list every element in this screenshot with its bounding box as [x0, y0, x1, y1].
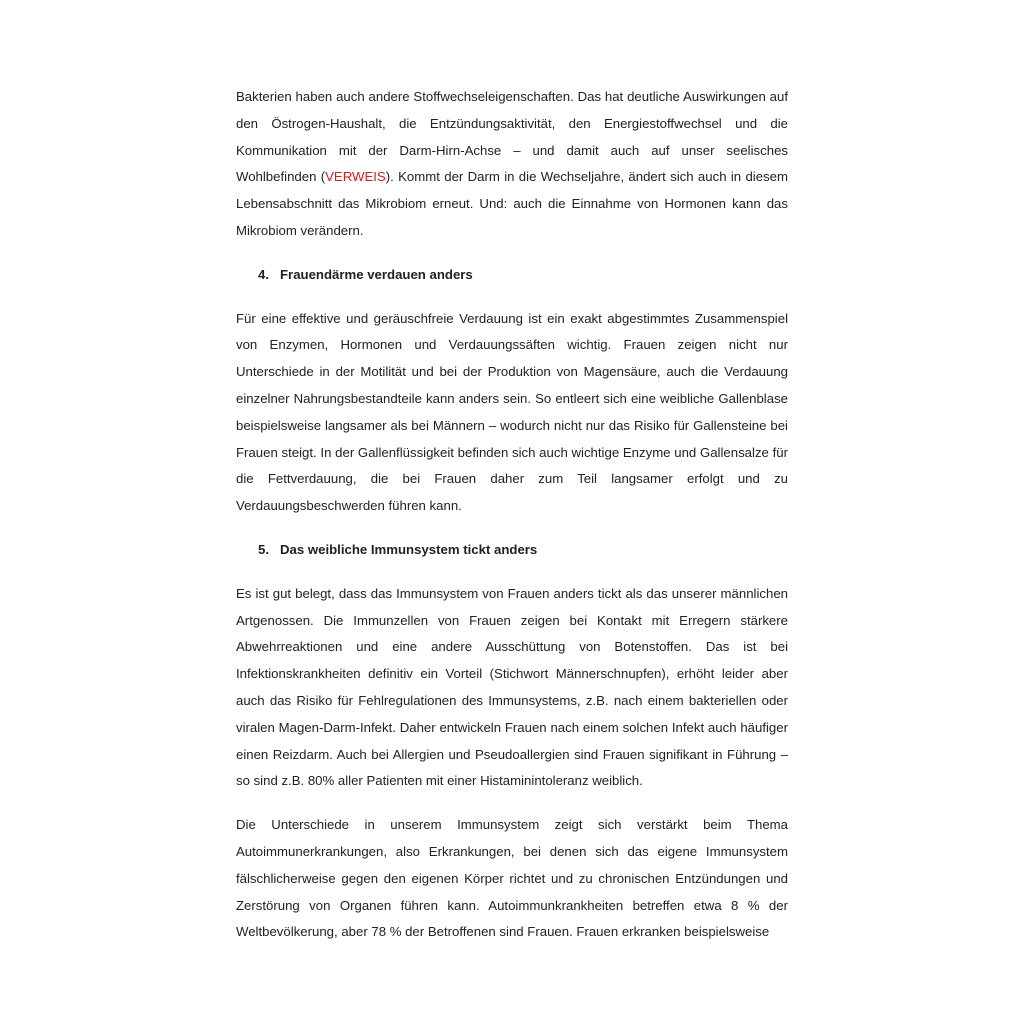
- section-heading-5: [258, 537, 788, 564]
- verweis-link[interactable]: VERWEIS: [325, 169, 386, 185]
- paragraph-digestion: Für eine effektive und geräuschfreie Verdauung ist ein exakt abgestimmtes Zusammenspiel von Enzymen, Hormonen und Verdauungssäften wichtig. Frauen zeigen nicht nur Unterschiede in der Motilität und bei der Produktion von Magensäure, auch die Verdauung einzelner Nahrungsbestandteile kann anders sein. So entleert sich eine weibliche Gallenblase beispielsweise langsamer als bei Männern – wodurch nicht nur das Risiko für Gallensteine bei Frauen steigt. In der Gallenflüssigkeit befinden sich auch wichtige Enzyme und Gallensalze für die Fettverdauung, die bei Frauen daher zum Teil langsamer erfolgt und zu Verdauungsbeschwerden führen kann.: [236, 310, 788, 514]
- section-title: Das weibliche Immunsystem tickt anders: [280, 541, 538, 557]
- section-title: Frauendärme verdauen anders: [280, 266, 473, 282]
- paragraph-text: ). Kommt der Darm in die Wechseljahre, ändert sich auch in diesem Lebensabschnitt das Mikrobiom erneut. Und: auch die Einnahme von Hormonen kann das Mikrobiom verändern.: [236, 169, 788, 238]
- paragraph-text: Bakterien haben auch andere Stoffwechseleigenschaften. Das hat deutliche Auswirkungen auf den Östrogen-Haushalt, die Entzündungsaktivität, den Energiestoffwechsel und die Kommunikation mit der Darm-Hirn-Achse – und damit auch auf unser seelisches Wohlbefinden (: [236, 89, 788, 185]
- document-body: [236, 84, 788, 963]
- paragraph-immune-system: Es ist gut belegt, dass das Immunsystem von Frauen anders tickt als das unserer männlichen Artgenossen. Die Immunzellen von Frauen zeigen bei Kontakt mit Erregern stärkere Abwehrreaktionen und eine andere Ausschüttung von Botenstoffen. Das ist bei Infektionskrankheiten definitiv ein Vorteil (Stichwort Männerschnupfen), erhöht leider aber auch das Risiko für Fehlregulationen des Immunsystems, z.B. nach einem bakteriellen oder viralen Magen-Darm-Infekt. Daher entwickeln Frauen nach einem solchen Infekt auch häufiger einen Reizdarm. Auch bei Allergien und Pseudoallergien sind Frauen signifikant in Führung – so sind z.B. 80% aller Patienten mit einer Histaminintoleranz weiblich.: [236, 585, 788, 789]
- section-number: 4.: [258, 266, 269, 282]
- paragraph-microbiome: [236, 84, 788, 245]
- paragraph-autoimmune: Die Unterschiede in unserem Immunsystem zeigt sich verstärkt beim Thema Autoimmunerkrankungen, also Erkrankungen, bei denen sich das eigene Immunsystem fälschlicherweise gegen den eigenen Körper richtet und zu chronischen Entzündungen und Zerstörung von Organen führen kann. Autoimmunkrankheiten betreffen etwa 8 % der Weltbevölkerung, aber 78 % der Betroffenen sind Frauen. Frauen erkranken beispielsweise: [236, 817, 788, 940]
- section-heading-4: [258, 262, 788, 289]
- section-number: 5.: [258, 541, 269, 557]
